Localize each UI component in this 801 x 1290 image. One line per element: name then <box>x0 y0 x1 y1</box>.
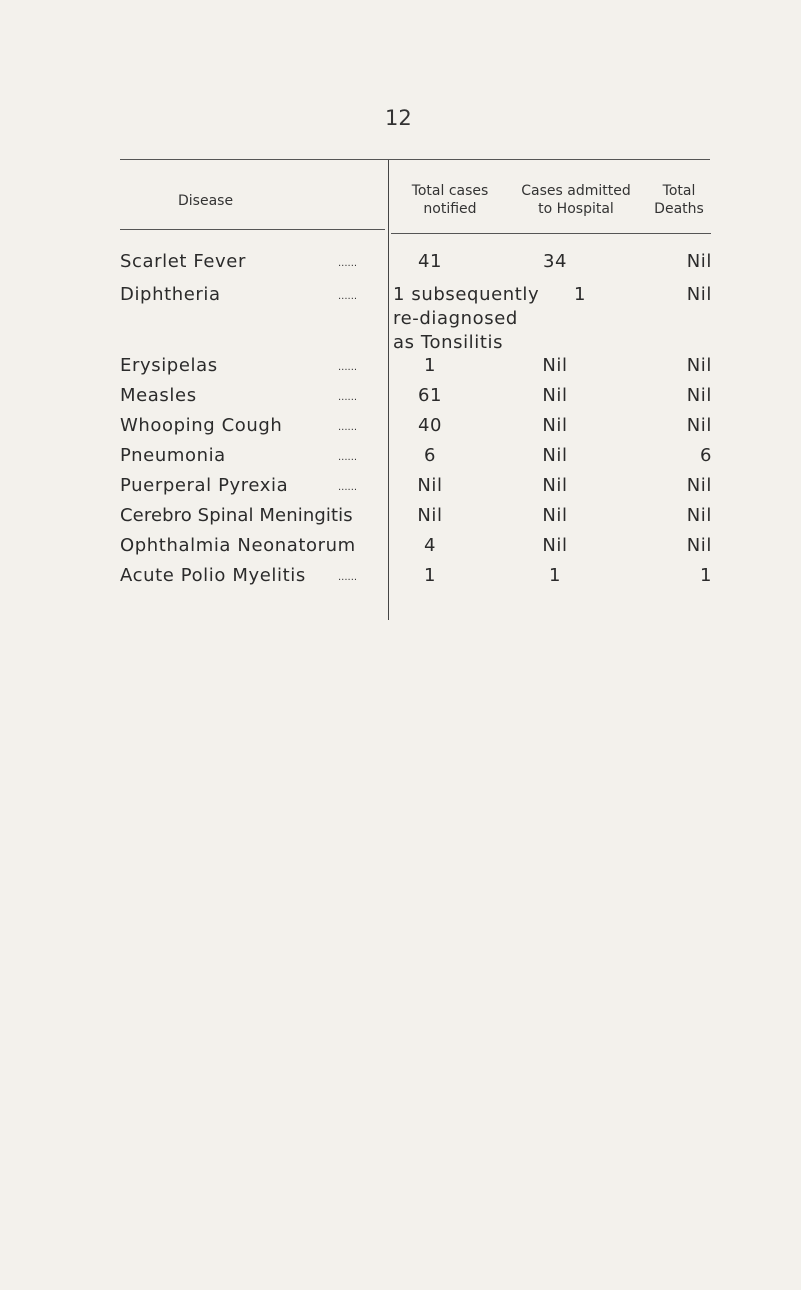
row-leader-dots: ...... <box>338 422 358 433</box>
header-deaths-line-1: Total <box>662 183 696 199</box>
row-admitted: 1 <box>548 565 562 586</box>
row-leader-dots: ...... <box>338 392 358 403</box>
table-row <box>0 250 801 280</box>
header-cases-admitted <box>506 182 646 218</box>
row-deaths: Nil <box>686 505 712 526</box>
row-notified: Nil <box>417 505 443 526</box>
table-row <box>0 414 801 444</box>
header-rule-right <box>391 233 711 234</box>
row-deaths: Nil <box>686 385 712 406</box>
row-admitted: Nil <box>542 445 568 466</box>
row-deaths: 1 <box>699 565 712 586</box>
header-disease: Disease <box>178 193 234 209</box>
row-notified: 61 <box>417 385 443 406</box>
table-row <box>0 504 801 534</box>
row-disease: Scarlet Fever <box>120 251 246 272</box>
row-admitted: Nil <box>542 415 568 436</box>
row-leader-dots: ...... <box>338 362 358 373</box>
row-notified: 1 <box>423 355 437 376</box>
table-row <box>0 283 801 353</box>
row-deaths: Nil <box>686 415 712 436</box>
row-admitted: Nil <box>542 505 568 526</box>
row-deaths: Nil <box>686 355 712 376</box>
row-admitted: Nil <box>542 475 568 496</box>
row-disease: Ophthalmia Neonatorum <box>120 535 356 556</box>
header-rule-left <box>120 229 385 230</box>
table-row <box>0 384 801 414</box>
row-admitted: Nil <box>542 385 568 406</box>
row-notified: 41 <box>417 251 443 272</box>
row-admitted: 34 <box>542 251 568 272</box>
row-leader-dots: ...... <box>338 482 358 493</box>
row-disease: Diphtheria <box>120 284 221 305</box>
row-deaths: Nil <box>686 284 712 305</box>
row-admitted: Nil <box>542 355 568 376</box>
header-total-cases-notified <box>390 182 510 218</box>
table-row <box>0 534 801 564</box>
header-total-deaths <box>634 182 724 218</box>
row-notified: 40 <box>417 415 443 436</box>
header-admitted-line-2: to Hospital <box>538 201 614 217</box>
row-admitted: 1 <box>573 284 587 305</box>
header-notified-line-1: Total cases <box>411 183 489 199</box>
row-disease: Cerebro Spinal Meningitis <box>120 505 353 526</box>
row-leader-dots: ...... <box>338 572 358 583</box>
row-disease: Pneumonia <box>120 445 226 466</box>
row-disease: Whooping Cough <box>120 415 283 436</box>
table-row <box>0 564 801 594</box>
table-row <box>0 444 801 474</box>
header-admitted-line-1: Cases admitted <box>521 183 631 199</box>
row-notified: 1 <box>423 565 437 586</box>
row-notified: Nil <box>417 475 443 496</box>
header-deaths-line-2: Deaths <box>654 201 704 217</box>
row-notified-note-line-3: as Tonsilitis <box>393 332 504 353</box>
row-leader-dots: ...... <box>338 258 358 269</box>
table-row <box>0 474 801 504</box>
page-number: 12 <box>385 106 412 130</box>
row-leader-dots: ...... <box>338 291 358 302</box>
row-deaths: Nil <box>686 535 712 556</box>
row-admitted: Nil <box>542 535 568 556</box>
row-disease: Measles <box>120 385 197 406</box>
row-notified: 6 <box>423 445 437 466</box>
row-deaths: 6 <box>699 445 712 466</box>
row-disease: Puerperal Pyrexia <box>120 475 289 496</box>
row-deaths: Nil <box>686 251 712 272</box>
table-top-rule <box>120 159 710 160</box>
table-row <box>0 354 801 384</box>
header-notified-line-2: notified <box>423 201 477 217</box>
row-notified: 4 <box>423 535 437 556</box>
row-leader-dots: ...... <box>338 452 358 463</box>
row-deaths: Nil <box>686 475 712 496</box>
row-notified-note-line-2: re-diagnosed <box>393 308 518 329</box>
row-notified-note-line-1: 1 subsequently <box>393 284 540 305</box>
row-disease: Acute Polio Myelitis <box>120 565 306 586</box>
row-disease: Erysipelas <box>120 355 218 376</box>
